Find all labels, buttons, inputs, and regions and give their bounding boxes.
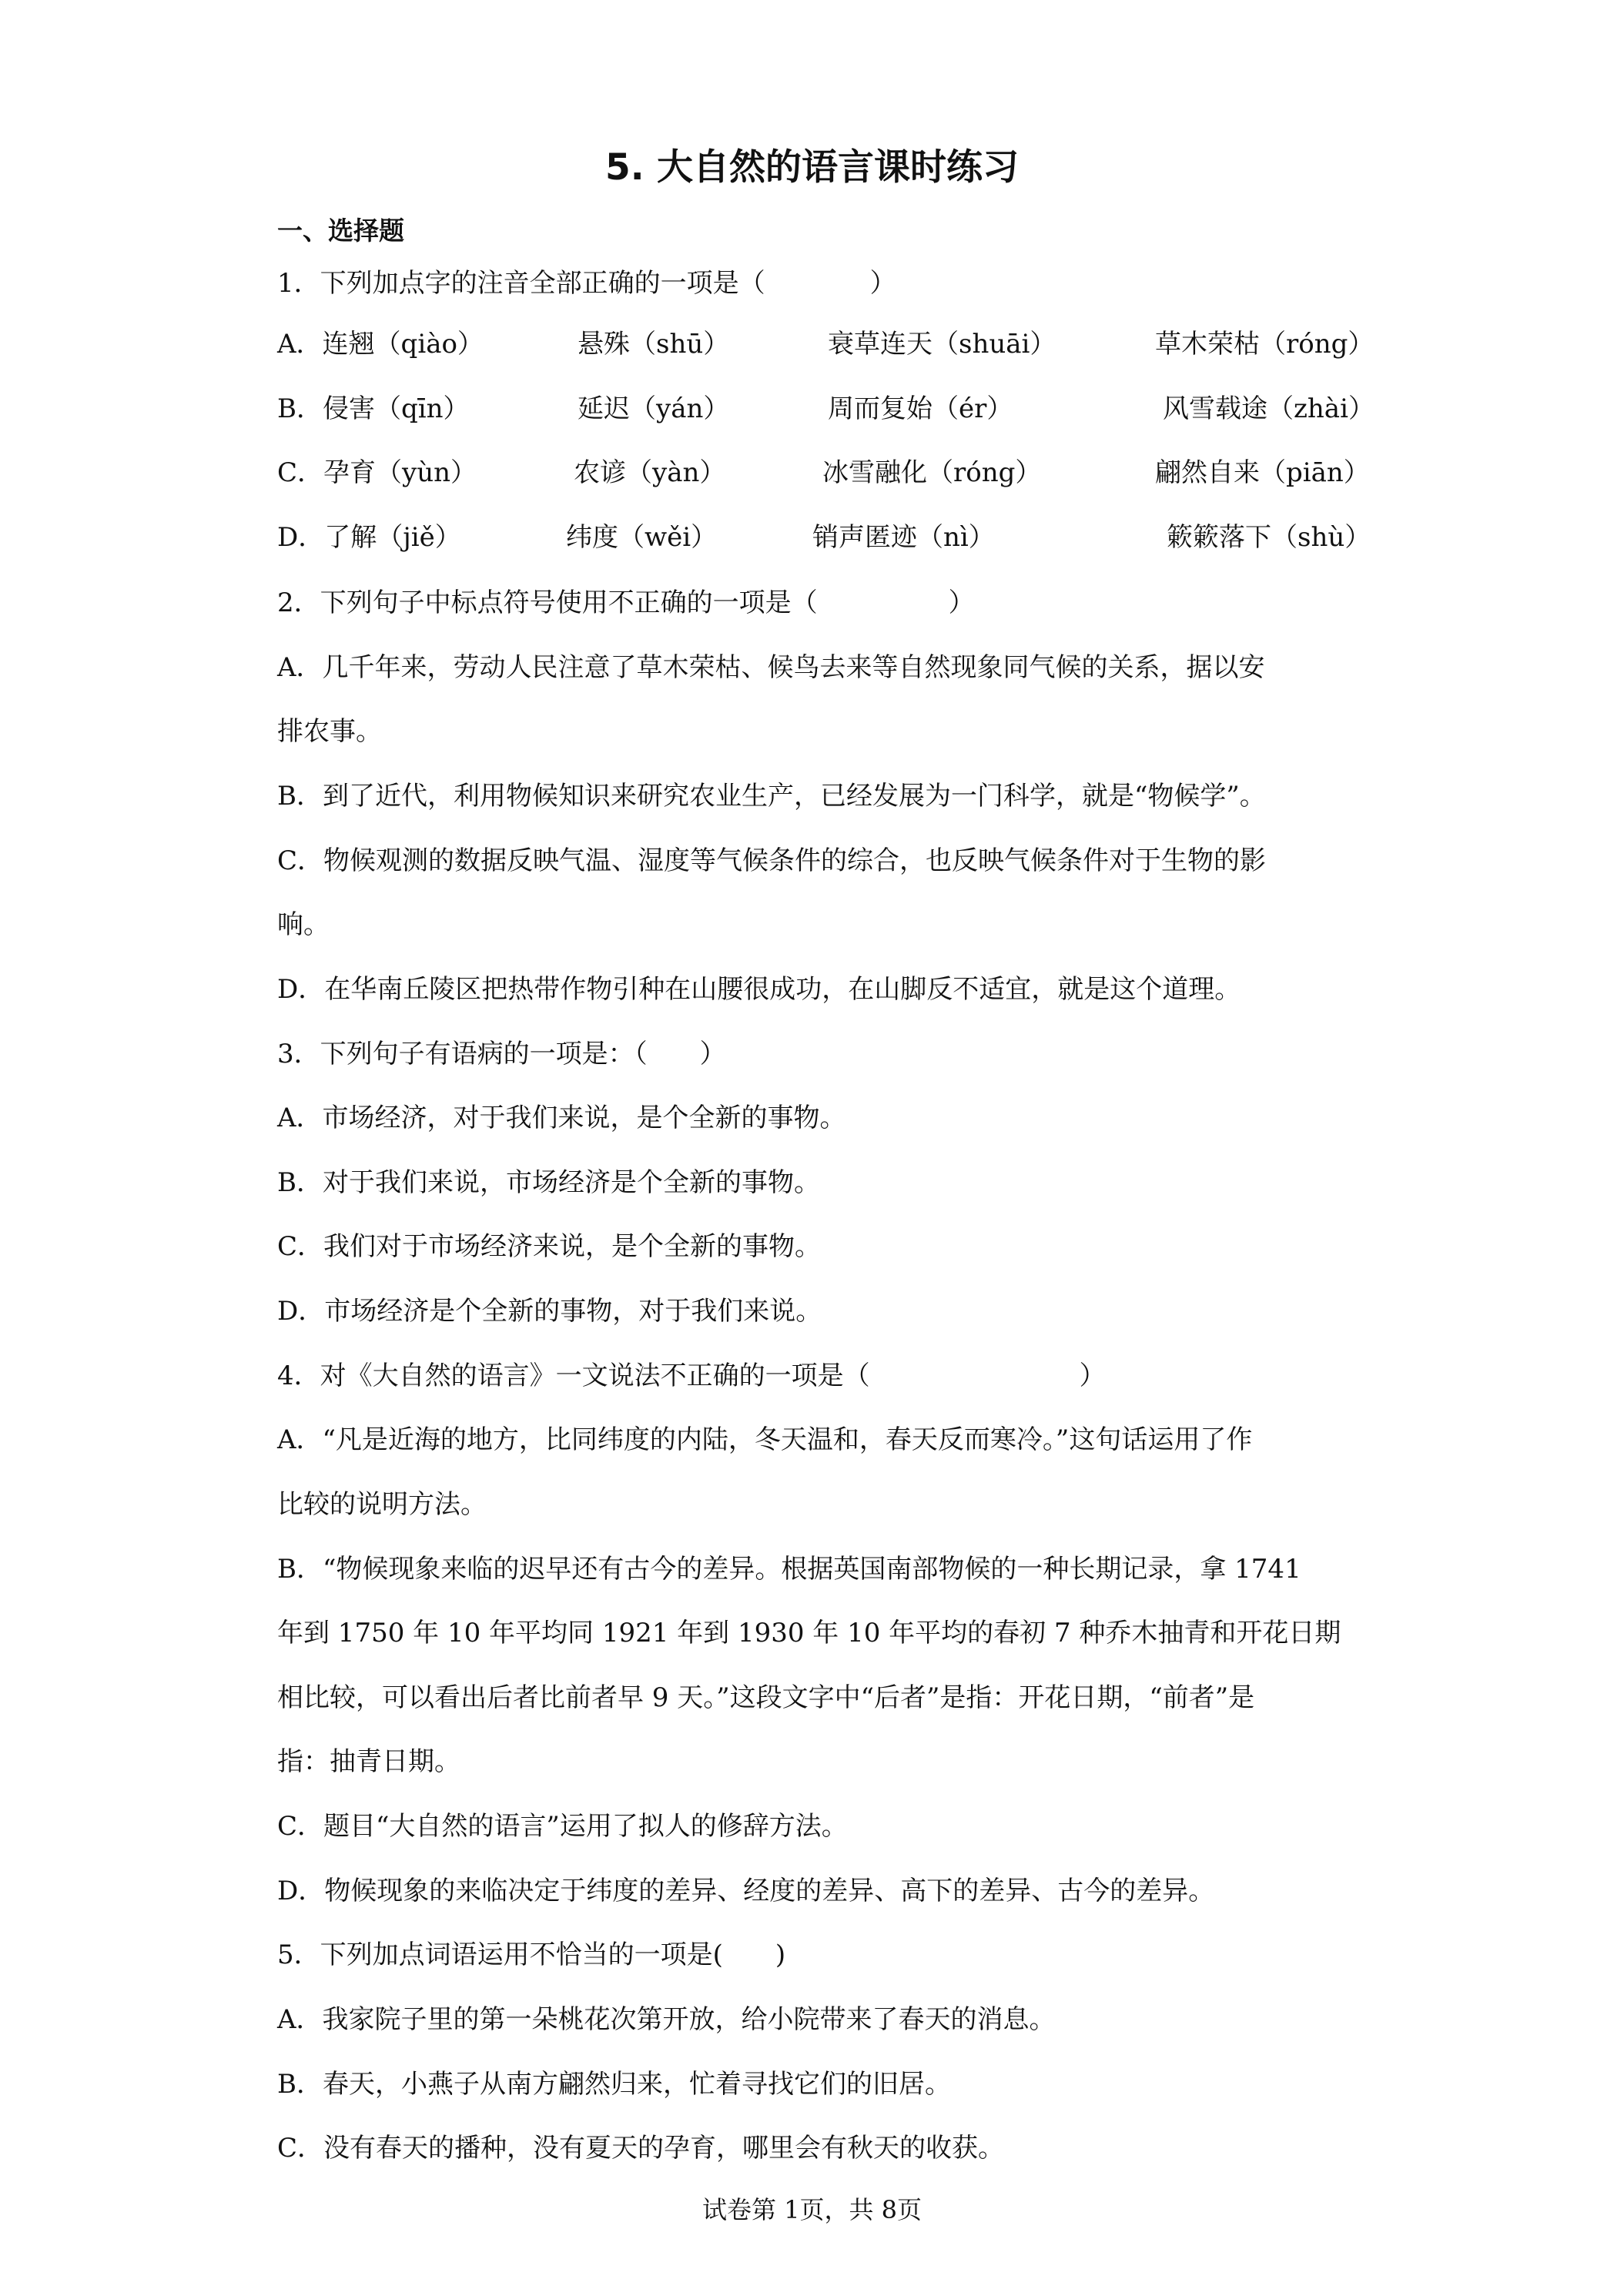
q5-option-c: C．没有春天的播种，没有夏天的孕育，哪里会有秋天的收获。 xyxy=(277,2133,1005,2164)
q4-option-b: B．“物候现象来临的迟早还有古今的差异。根据英国南部物候的一种长期记录，拿 1741 xyxy=(277,1554,1301,1585)
q1-a-2: 悬殊（shū） xyxy=(578,329,730,360)
page-footer: 试卷第 1页，共 8页 xyxy=(702,2195,922,2224)
q5-stem: 5．下列加点词语运用不恰当的一项是( ) xyxy=(277,1940,786,1970)
q1-stem: 1．下列加点字的注音全部正确的一项是（ ） xyxy=(277,268,896,299)
q1-a-4: 草木荣枯（róng） xyxy=(1155,329,1375,360)
q4-option-b-cont3: 指：抽青日期。 xyxy=(277,1746,460,1777)
q1-c-4: 翩然自来（piān） xyxy=(1155,457,1370,488)
q1-d-1: D．了解（jiě） xyxy=(277,522,461,553)
q1-d-4: 簌簌落下（shù） xyxy=(1167,522,1371,553)
q2-option-a-cont: 排农事。 xyxy=(277,716,382,747)
q4-option-d: D．物候现象的来临决定于纬度的差异、经度的差异、高下的差异、古今的差异。 xyxy=(277,1876,1215,1906)
q4-stem: 4．对《大自然的语言》一文说法不正确的一项是（ ） xyxy=(277,1361,1106,1391)
q4-option-a: A．“凡是近海的地方，比同纬度的内陆，冬天温和，春天反而寒冷。”这句话运用了作 xyxy=(277,1424,1253,1455)
q5-option-b: B．春天，小燕子从南方翩然归来，忙着寻找它们的旧居。 xyxy=(277,2069,951,2100)
q1-a-1: A．连翘（qiào） xyxy=(277,329,484,360)
q2-option-c: C．物候观测的数据反映气温、湿度等气候条件的综合，也反映气候条件对于生物的影 xyxy=(277,845,1267,876)
q3-option-b: B．对于我们来说，市场经济是个全新的事物。 xyxy=(277,1167,820,1198)
q2-option-a: A．几千年来，劳动人民注意了草木荣枯、候鸟去来等自然现象同气候的关系，据以安 xyxy=(277,652,1265,683)
q4-option-b-cont1: 年到 1750 年 10 年平均同 1921 年到 1930 年 10 年平均的春初 7 种乔木抽青和开花日期 xyxy=(277,1618,1341,1648)
q3-stem: 3．下列句子有语病的一项是：（ ） xyxy=(277,1039,726,1069)
section-heading: 一、选择题 xyxy=(277,216,404,246)
q3-option-a: A．市场经济，对于我们来说，是个全新的事物。 xyxy=(277,1103,846,1133)
q1-c-2: 农谚（yàn） xyxy=(574,457,726,488)
q4-option-a-cont: 比较的说明方法。 xyxy=(277,1489,487,1520)
q2-option-d: D．在华南丘陵区把热带作物引种在山腰很成功，在山脚反不适宜，就是这个道理。 xyxy=(277,974,1241,1005)
q1-c-3: 冰雪融化（róng） xyxy=(822,457,1042,488)
q3-option-d: D．市场经济是个全新的事物，对于我们来说。 xyxy=(277,1296,822,1327)
q2-stem: 2．下列句子中标点符号使用不正确的一项是（ ） xyxy=(277,587,975,618)
q1-b-4: 风雪载途（zhài） xyxy=(1163,393,1375,424)
q4-option-b-cont2: 相比较，可以看出后者比前者早 9 天。”这段文字中“后者”是指：开花日期，“前者”是 xyxy=(277,1682,1255,1713)
q2-option-b: B．到了近代，利用物候知识来研究农业生产，已经发展为一门科学，就是“物候学”。 xyxy=(277,781,1266,812)
q4-option-c: C．题目“大自然的语言”运用了拟人的修辞方法。 xyxy=(277,1811,848,1842)
q1-a-3: 衰草连天（shuāi） xyxy=(828,329,1056,360)
q1-d-2: 纬度（wěi） xyxy=(566,522,718,553)
page-title: 5. 大自然的语言课时练习 xyxy=(605,146,1019,189)
q5-option-a: A．我家院子里的第一朵桃花次第开放，给小院带来了春天的消息。 xyxy=(277,2004,1056,2035)
q1-c-1: C．孕育（yùn） xyxy=(277,457,477,488)
q1-d-3: 销声匿迹（nì） xyxy=(812,522,995,553)
q1-b-2: 延迟（yán） xyxy=(578,393,730,424)
q2-option-c-cont: 响。 xyxy=(277,909,330,940)
q1-b-1: B．侵害（qīn） xyxy=(277,393,470,424)
q1-b-3: 周而复始（ér） xyxy=(828,393,1013,424)
q3-option-c: C．我们对于市场经济来说，是个全新的事物。 xyxy=(277,1231,822,1262)
